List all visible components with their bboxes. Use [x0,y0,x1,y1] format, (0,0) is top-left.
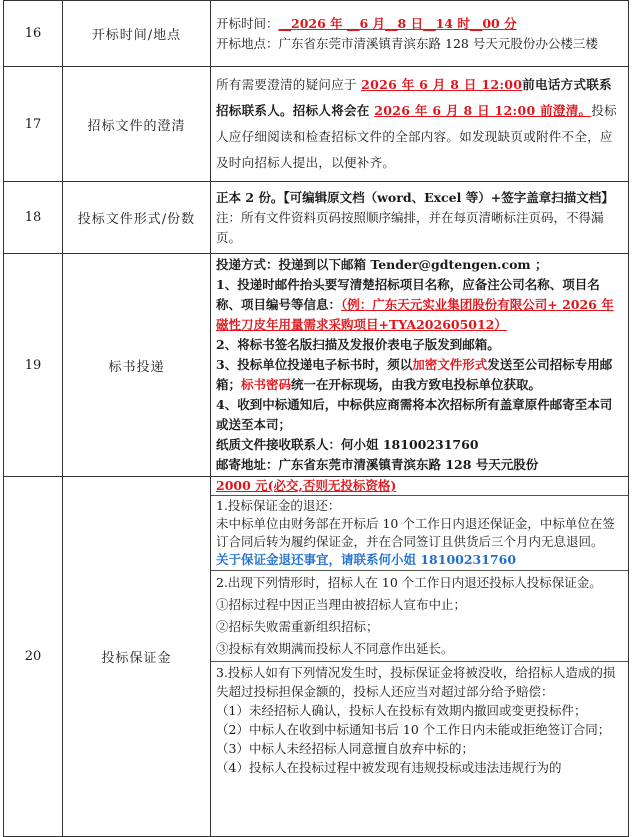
forfeit-item-1: （1）未经招标人确认，投标人在投标有效期内撤回或变更投标件； [216,703,587,718]
place-value: 广东省东莞市清溪镇青滨东路 128 号天元股份办公楼三楼 [278,35,598,51]
row-content [211,477,629,837]
forfeit-item-4: （4）投标人在投标过程中被发现有违规投标或违法违规行为的 [216,760,562,775]
row-number: 19 [4,254,63,477]
refund-body: 未中标单位由财务部在开标后 10 个工作日内退还保证金，中标单位在签订合同后转为履约保证金，并在合同签订且供货后三个月内无息退回。 [216,516,615,549]
mailing-address: 邮寄地址：广东省东莞市清溪镇青滨东路 128 号天元股份 [216,457,539,472]
delivery-step-4: 4、收到中标通知后，中标供应商需将本次招标所有盖章原件邮寄至本司或送至本司； [216,397,613,432]
return-item-2: ②招标失败需重新组织招标； [216,619,379,634]
forfeit-item-2: （2）中标人在收到中标通知书后 10 个工作日内未能或拒绝签订合同； [216,722,611,737]
row-number: 18 [4,182,63,254]
copies-text: 正本 2 份。【可编辑原文档（word、Excel 等）+签字盖章扫描文档】 [216,189,614,205]
copies-note: 注：所有文件资料页码按照顺序编排，并在每页清晰标注页码，不得漏页。 [216,209,604,245]
tender-table [3,0,629,837]
delivery-step-3a: 3、投标单位投递电子标书时，须以 [216,357,413,372]
time-value: __2026 年 __6 月__8 日__14 时__00 分 [278,15,517,31]
forfeit-title: 3.投标人如有下列情况发生时，投标保证金将被没收，给招标人造成的损失超过投标担保金额的，投标人还应当对超过部分给予赔偿： [216,665,616,699]
delivery-step-2: 2、将标书签名版扫描及发报价表电子版发到邮箱。 [216,337,500,352]
return-item-1: ①招标过程中因正当理由被招标人宣布中止； [216,597,467,612]
row-item: 开标时间/地点 [63,1,211,67]
row-number: 16 [4,1,63,67]
row-item: 投标保证金 [63,477,211,837]
row-number: 17 [4,67,63,182]
return-title: 2.出现下列情形时，招标人在 10 个工作日内退还投标人投标保证金。 [216,575,602,590]
table-row-17 [4,67,629,182]
table-row-18 [4,182,629,254]
table-row-19 [4,254,629,477]
row-content [211,1,629,67]
delivery-step-3c: 统一在开标现场，由我方致电投标单位获取。 [291,377,542,392]
forfeit-item-3: （3）中标人未经招标人同意擅自放弃中标的； [216,741,474,756]
encrypted-file-text: 加密文件形式 [412,357,488,372]
clarify-text-2: 前电话方式 [522,77,587,92]
time-label: 开标时间： [216,15,279,31]
row-content [211,254,629,477]
clarify-deadline-1: 2026 年 6 月 8 日 12:00 [361,77,523,92]
deposit-amount: 2000 元(必交,否则无投标资格) [216,478,397,493]
row-content [211,67,629,182]
refund-title: 1.投标保证金的退还： [216,498,341,513]
delivery-step-3b: 发送至公司招标专用邮箱； [216,357,613,392]
table-row-16 [4,1,629,67]
paper-contact: 纸质文件接收联系人：何小姐 18100231760 [216,437,479,452]
bid-password-text: 标书密码 [241,377,292,392]
return-item-3: ③投标有效期满而投标人不同意作出延长。 [216,641,454,656]
clarify-text-1: 所有需要澄清的疑问应于 [216,77,362,92]
table-row-20 [4,477,629,837]
refund-contact: 关于保证金退还事宜，请联系何小姐 18100231760 [216,552,517,567]
clarify-deadline-2: 2026 年 6 月 8 日 12:00 前澄清。 [374,103,592,118]
clarify-text-4: 投标人应仔细阅读和检查招标文件的全部内容。如发现缺页或附件不全，应及时向招标人提出，以便补齐。 [216,103,617,170]
delivery-method: 投递方式：投递到以下邮箱 Tender@gdtengen.com ； [216,257,548,272]
row-item: 标书投递 [63,254,211,477]
row-item: 招标文件的澄清 [63,67,211,182]
row-item: 投标文件形式/份数 [63,182,211,254]
delivery-step-1: 1、投递时邮件抬头要写清楚招标项目名称，应备注公司名称、项目名称、项目编号等信息： [216,277,600,312]
row-content [211,182,629,254]
clarify-text-3: 联系招标联系人。招标人将会在 [216,77,612,118]
place-label: 开标地点： [216,35,279,51]
delivery-example: （例：广东天元实业集团股份有限公司+ 2026 年磁性刀皮年用量需求采购项目+TYA202605012） [216,297,614,332]
row-number: 20 [4,477,63,837]
